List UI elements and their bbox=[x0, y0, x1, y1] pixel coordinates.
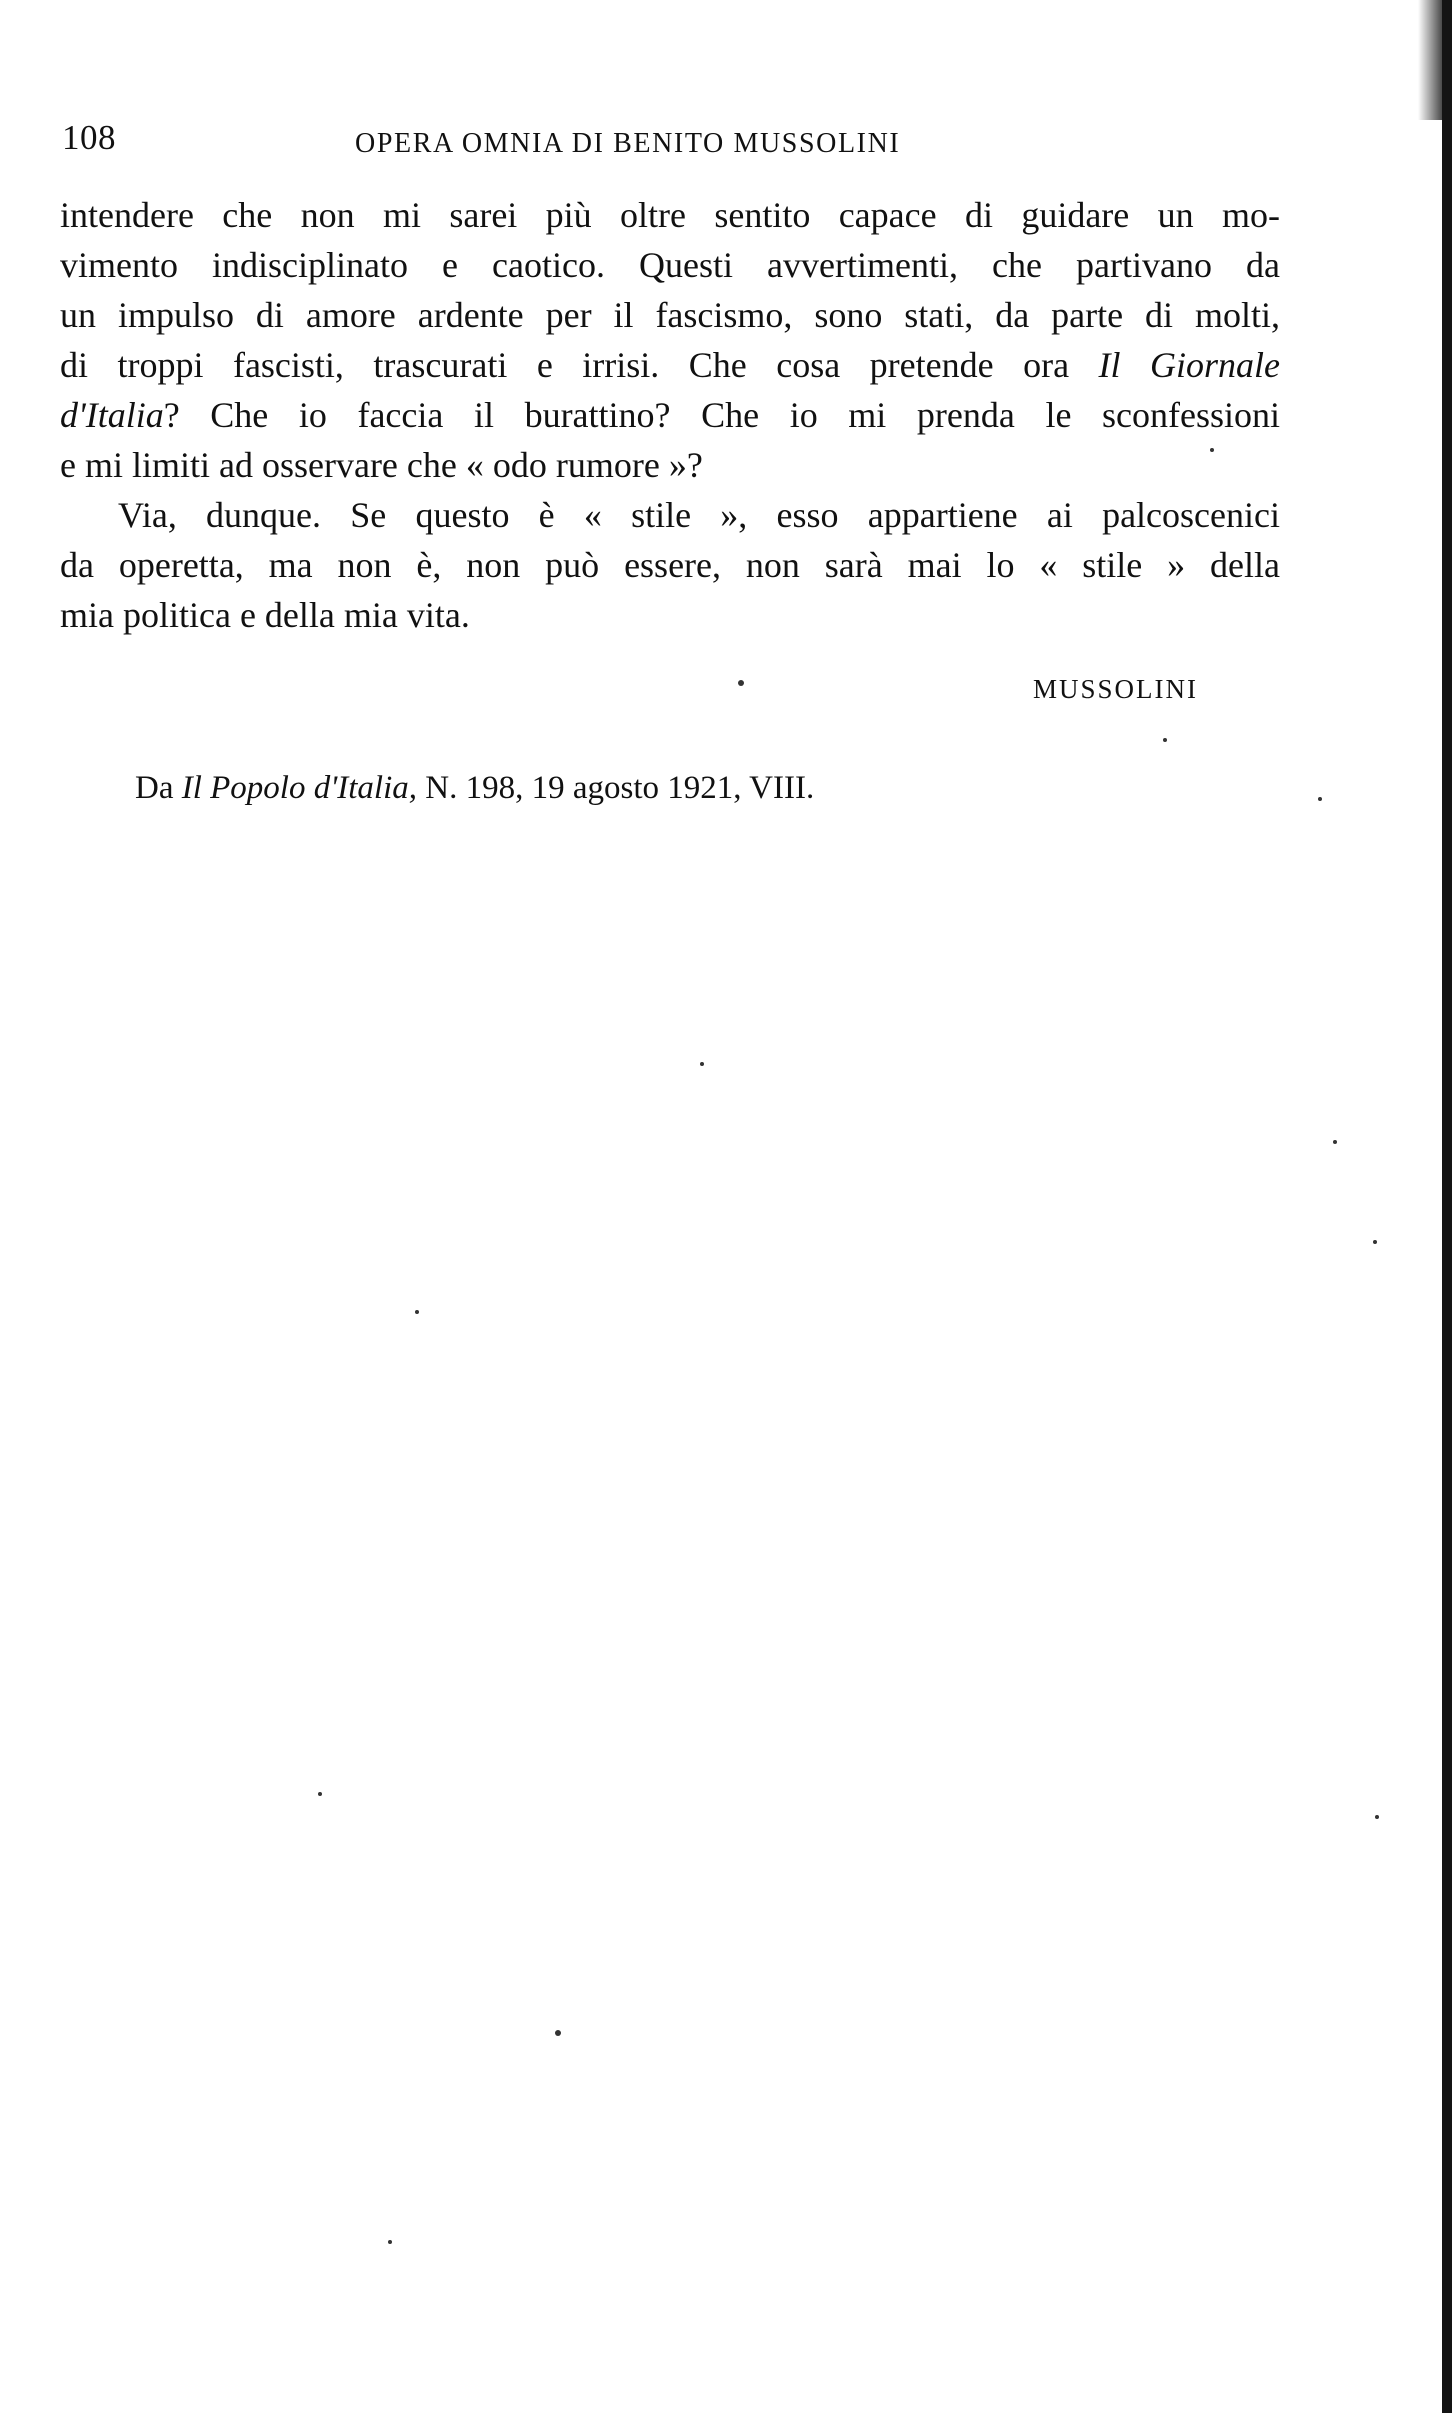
print-speck bbox=[1373, 1240, 1377, 1244]
print-speck bbox=[1318, 797, 1322, 801]
source-newspaper-title: Il Popolo d'Italia, bbox=[181, 770, 418, 806]
author-signature: MUSSOLINI bbox=[1033, 674, 1199, 704]
print-speck bbox=[318, 1792, 322, 1796]
source-prefix: Da bbox=[135, 770, 182, 806]
running-head: OPERA OMNIA DI BENITO MUSSOLINI bbox=[355, 128, 901, 159]
source-details: N. 198, 19 agosto 1921, VIII. bbox=[417, 770, 815, 806]
print-speck bbox=[1210, 448, 1214, 452]
paragraph-1-line-4-text: di troppi fascisti, trascurati e irrisi. Che cosa pretende ora bbox=[60, 345, 1099, 385]
page-edge-shadow bbox=[1442, 0, 1452, 2413]
print-speck bbox=[1375, 1815, 1379, 1819]
body-text bbox=[60, 190, 1280, 640]
paragraph-1-line-2: vimento indisciplinato e caotico. Questi avvertimenti, che partivano da bbox=[60, 245, 1280, 285]
print-speck bbox=[555, 2030, 561, 2036]
paragraph-1-line-4 bbox=[60, 340, 1280, 390]
source-citation bbox=[135, 768, 814, 808]
paragraph-1-line-5 bbox=[60, 390, 1280, 440]
page-number: 108 bbox=[62, 118, 116, 157]
print-speck bbox=[1333, 1140, 1337, 1144]
paragraph-1-line-3: un impulso di amore ardente per il fascismo, sono stati, da parte di molti, bbox=[60, 295, 1280, 335]
paragraph-2-line-1: Via, dunque. Se questo è « stile », esso appartiene ai palcoscenici bbox=[118, 495, 1280, 535]
paragraph-1-line-1: intendere che non mi sarei più oltre sentito capace di guidare un mo- bbox=[60, 195, 1280, 235]
paragraph-1-line-5-text: ? Che io faccia il burattino? Che io mi prenda le sconfessioni bbox=[163, 395, 1280, 435]
paragraph-2-line-3: mia politica e della mia vita. bbox=[60, 595, 470, 635]
print-speck bbox=[388, 2240, 392, 2244]
newspaper-title-giornale: Il Giornale bbox=[1098, 345, 1280, 385]
page-edge-smudge bbox=[1418, 0, 1442, 120]
paragraph-2-line-2: da operetta, ma non è, non può essere, non sarà mai lo « stile » della bbox=[60, 545, 1280, 585]
print-speck bbox=[1163, 738, 1167, 742]
paragraph-1-line-6: e mi limiti ad osservare che « odo rumore »? bbox=[60, 445, 703, 485]
print-speck bbox=[738, 680, 744, 686]
newspaper-title-italia: d'Italia bbox=[60, 395, 164, 435]
print-speck bbox=[700, 1062, 704, 1066]
print-speck bbox=[415, 1310, 419, 1314]
